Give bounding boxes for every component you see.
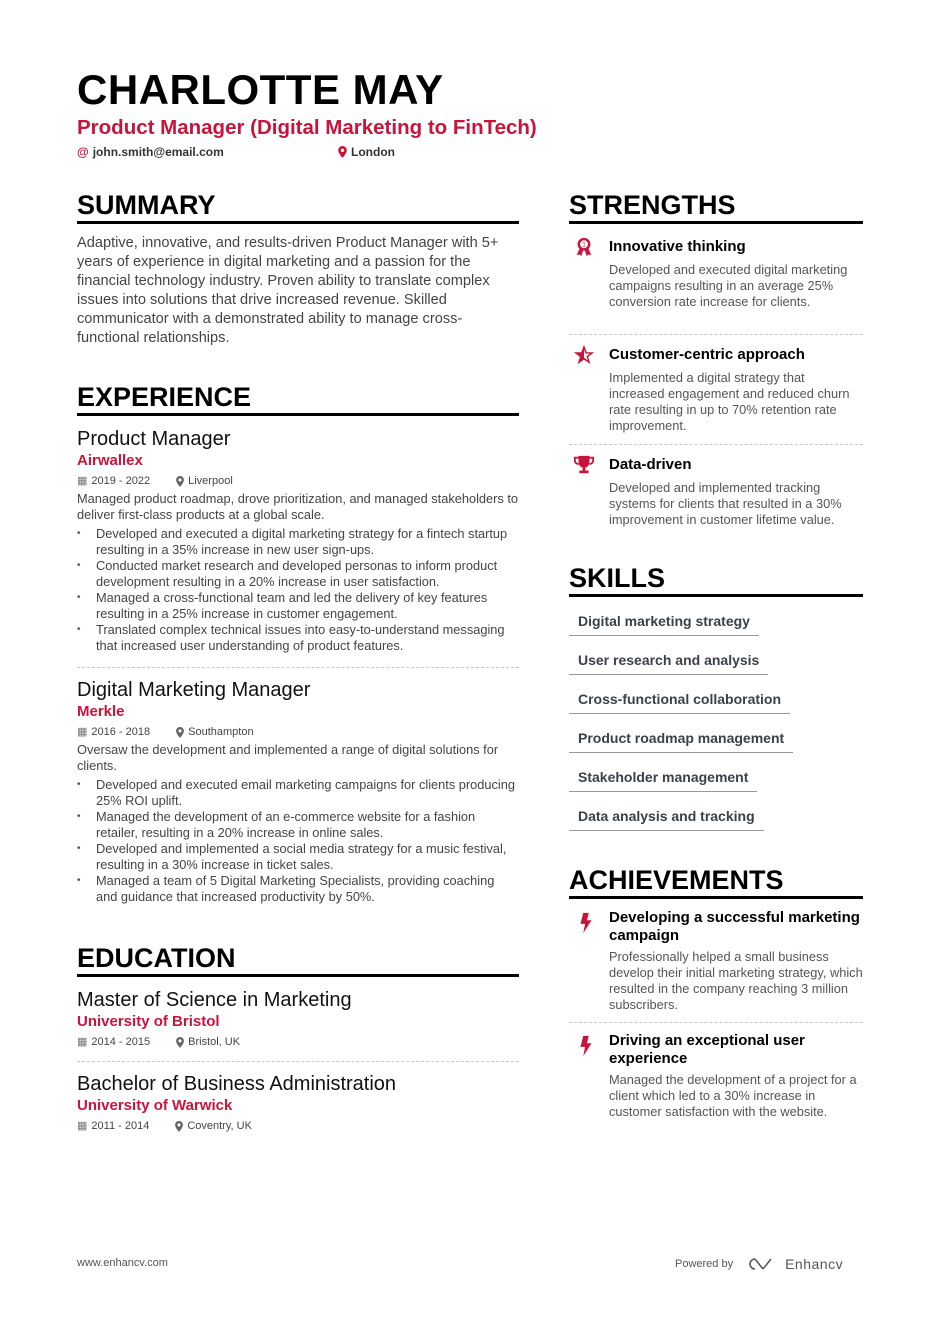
job-description: Oversaw the development and implemented a range of digital solutions for clients.: [77, 742, 499, 773]
achievement-item: [569, 909, 863, 1013]
divider: [569, 444, 863, 445]
education-dates: 2011 - 2014: [91, 1120, 150, 1132]
company-name: Merkle: [77, 703, 125, 720]
svg-text:1: 1: [582, 241, 586, 249]
achievements-heading: ACHIEVEMENTS: [569, 865, 863, 899]
map-pin-icon: [175, 1121, 183, 1132]
skill-tag: Product roadmap management: [569, 730, 793, 753]
job-location: Southampton: [188, 726, 254, 738]
achievements-list: [569, 909, 863, 1149]
summary-text: Adaptive, innovative, and results-driven Product Manager with 5+ years of experience in digital marketing and a passion for the financial technology industry. Proven ability to translate complex issues into solutions that drive increased revenue. Skilled communicator with a demonstrated ability to manage cross-functional relationships.: [77, 235, 499, 346]
education-meta: [77, 1034, 519, 1050]
bullet-item: • Managed a cross-functional team and led the delivery of key features resulting in a 25% increase in customer engagement.: [77, 590, 519, 622]
job-description: Managed product roadmap, drove prioritization, and managed stakeholders to deliver first-class products at a global scale.: [77, 491, 519, 522]
job-meta: [77, 473, 519, 489]
experience-entry: [77, 427, 519, 654]
bullet-item: • Developed and implemented a social media strategy for a music festival, resulting in a 30% increase in ticket sales.: [77, 841, 519, 873]
strength-title: Customer-centric approach: [609, 346, 805, 363]
achievement-text: Professionally helped a small business develop their initial marketing strategy, which resulted in the company reaching 3 million subscribers.: [609, 949, 863, 1012]
skill-tag: Data analysis and tracking: [569, 808, 764, 831]
strength-text: Developed and implemented tracking systems for clients that resulted in a 30% improvement in customer lifetime value.: [609, 480, 842, 527]
calendar-icon: ▦: [77, 1120, 88, 1132]
achievement-title: Developing a successful marketing campaign: [609, 909, 860, 944]
divider: [77, 667, 519, 668]
divider: [77, 1061, 519, 1062]
skill-tag: Stakeholder management: [569, 769, 757, 792]
map-pin-icon: [176, 727, 184, 738]
education-dates: 2014 - 2015: [91, 1036, 151, 1048]
school-name: University of Warwick: [77, 1097, 233, 1114]
candidate-title: Product Manager (Digital Marketing to FinTech): [77, 116, 537, 139]
bullet-item: • Developed and executed a digital marketing strategy for a fintech startup resulting in a 35% increase in new user sign-ups.: [77, 526, 519, 558]
bullet-item: • Managed a team of 5 Digital Marketing Specialists, providing coaching and guidance that increased productivity by 50%.: [77, 873, 519, 905]
job-bullets: [77, 526, 519, 654]
divider: [569, 1022, 863, 1023]
email-text: john.smith@email.com: [92, 145, 224, 159]
job-location: Liverpool: [188, 475, 233, 487]
strengths-list: [569, 236, 863, 536]
website-link[interactable]: www.enhancv.com: [77, 1257, 168, 1269]
brand-name: Enhancv: [785, 1256, 844, 1272]
degree: Master of Science in Marketing: [77, 989, 352, 1011]
job-role: Digital Marketing Manager: [77, 679, 311, 701]
bullet-item: • Developed and executed email marketing campaigns for clients producing 25% ROI uplift.: [77, 777, 519, 809]
at-icon: @: [77, 145, 89, 159]
education-heading: EDUCATION: [77, 943, 519, 977]
skill-tag: User research and analysis: [569, 652, 768, 675]
award-ribbon-icon: [573, 236, 595, 258]
map-pin-icon: [176, 1037, 184, 1048]
bullet-item: • Managed the development of an e-commerce website for a fashion retailer, resulting in a 20% increase in online sales.: [77, 809, 519, 841]
star-icon: [573, 344, 595, 366]
calendar-icon: ▦: [77, 475, 88, 487]
job-dates: 2019 - 2022: [91, 475, 151, 487]
enhancv-logo-icon: [743, 1256, 775, 1272]
school-name: University of Bristol: [77, 1013, 220, 1030]
summary-heading: SUMMARY: [77, 190, 519, 224]
location-contact: [338, 145, 395, 159]
experience-heading: EXPERIENCE: [77, 382, 519, 416]
calendar-icon: ▦: [77, 1036, 88, 1048]
education-meta: [77, 1118, 519, 1134]
strength-title: Innovative thinking: [609, 238, 746, 255]
achievement-text: Managed the development of a project for a client which led to a 30% increase in customer satisfaction with the website.: [609, 1072, 857, 1119]
job-meta: [77, 724, 519, 740]
achievement-title: Driving an exceptional user experience: [609, 1032, 805, 1067]
map-pin-icon: [176, 476, 184, 487]
skill-tag: Cross-functional collaboration: [569, 691, 790, 714]
job-dates: 2016 - 2018: [91, 726, 151, 738]
experience-entry: [77, 678, 519, 905]
lightning-bolt-icon: [575, 1035, 597, 1057]
bullet-item: • Conducted market research and developed personas to inform product development resulting in a 20% increase in user satisfaction.: [77, 558, 519, 590]
bullet-item: • Translated complex technical issues into easy-to-understand messaging that increased user understanding of product features.: [77, 622, 519, 654]
skills-list: [569, 613, 863, 843]
candidate-name: CHARLOTTE MAY: [77, 66, 444, 113]
trophy-icon: [573, 454, 595, 476]
education-entry: [77, 1072, 519, 1134]
strengths-heading: STRENGTHS: [569, 190, 863, 224]
skill-tag: Digital marketing strategy: [569, 613, 759, 636]
strength-text: Implemented a digital strategy that increased engagement and reduced churn rate resulting in up to 70% retention rate improvement.: [609, 370, 850, 433]
degree: Bachelor of Business Administration: [77, 1073, 397, 1095]
divider: [569, 334, 863, 335]
map-pin-icon: [338, 146, 347, 158]
lightning-bolt-icon: [575, 912, 597, 934]
email-contact[interactable]: [77, 145, 224, 159]
strength-text: Developed and executed digital marketing campaigns resulting in an average 25% conversion rate increase for clients.: [609, 262, 848, 309]
calendar-icon: ▦: [77, 726, 88, 738]
powered-by-label: Powered by: [675, 1258, 734, 1270]
strength-item: [569, 344, 863, 434]
job-bullets: [77, 777, 519, 905]
skills-heading: SKILLS: [569, 563, 863, 597]
strength-title: Data-driven: [609, 456, 692, 473]
location-text: London: [351, 145, 395, 159]
powered-by: [675, 1256, 843, 1272]
education-location: Coventry, UK: [187, 1120, 252, 1132]
education-entry: [77, 988, 519, 1050]
company-name: Airwallex: [77, 452, 143, 469]
job-role: Product Manager: [77, 428, 231, 450]
strength-item: [569, 236, 863, 310]
education-location: Bristol, UK: [188, 1036, 241, 1048]
strength-item: [569, 454, 863, 528]
achievement-item: [569, 1032, 863, 1120]
